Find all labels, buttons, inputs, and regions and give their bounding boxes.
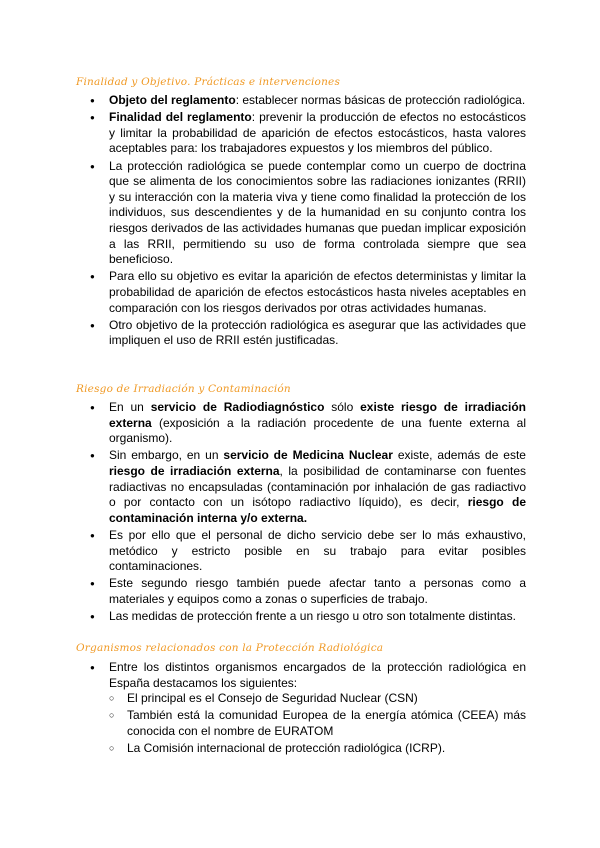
section-heading-riesgo: Riesgo de Irradiación y Contaminación [76, 383, 291, 395]
text-segment: existe, además de este [392, 448, 526, 463]
text-segment: : establecer normas básicas de protección radiológica. [235, 93, 526, 107]
text-segment: Para ello su objetivo es evitar la aparición de efectos deterministas y limitar la probabilidad de aparición de efectos estocásticos hasta niveles aceptables en comparación con los riesgos derivados por otras actividades humanas. [109, 269, 526, 315]
list-item-text [109, 660, 526, 690]
list-item [90, 269, 526, 316]
section-heading-organismos: Organismos relacionados con la Protección Radiológica [76, 642, 384, 654]
bold-text: servicio de Medicina Nuclear [223, 448, 393, 463]
list-item [90, 93, 526, 109]
list-item [90, 318, 526, 349]
list-item [90, 528, 526, 575]
bold-text: Objeto del reglamento [109, 93, 236, 107]
text-segment: sólo [324, 400, 361, 414]
text-segment: Es por ello que el personal de dicho servicio debe ser lo más exhaustivo, metódico y estricto posible en su trabajo para evitar posibles contaminaciones. [109, 527, 526, 574]
bold-text: servicio de Radiodiagnóstico [150, 400, 325, 414]
text-segment: La protección radiológica se puede contemplar como un cuerpo de doctrina que se alimenta de los conocimientos sobre las radiaciones ionizantes (RRII) y su interacción con la materia viva y tiene como finalidad la protección de los individuos, sus descendientes y de la humanidad en su conjunto contra los riesgos derivados de las actividades humanas que puedan implicar exposición a las RRII, permitiendo su uso de forma controlada siempre que sea beneficioso. [109, 158, 526, 267]
text-segment: Las medidas de protección frente a un riesgo u otro son totalmente distintas. [109, 609, 516, 624]
sub-list-item: ○ El principal es el Consejo de Seguridad Nuclear (CSN) [109, 691, 526, 707]
list-item [90, 576, 526, 607]
section-list-finalidad [90, 93, 526, 350]
list-item [90, 448, 526, 526]
text-segment: Otro objetivo de la protección radiológica es asegurar que las actividades que impliquen el uso de RRII estén justificadas. [109, 317, 526, 348]
text-segment: Sin embargo, en un [109, 448, 224, 463]
section-list-organismos [90, 660, 526, 758]
bold-text: riesgo de irradiación externa [109, 463, 280, 478]
list-item [90, 159, 526, 268]
list-item [90, 660, 526, 757]
text-segment: En un [109, 400, 151, 414]
bold-text: Finalidad del reglamento [109, 110, 252, 125]
text-segment: , la posibilidad de contaminarse con fuentes radiactivas no encapsuladas (contaminación por inhalación de gas radiactivo o por contacto con un isótopo radiactivo líquido), es decir, [109, 463, 526, 510]
text-segment: Este segundo riesgo también puede afectar tanto a personas como a materiales y equipos como a zonas o superficies de trabajo. [109, 576, 526, 606]
list-item [90, 609, 526, 625]
list-item [90, 110, 526, 157]
bold-text: existe riesgo de irradiación externa [109, 400, 526, 430]
section-heading-finalidad: Finalidad y Objetivo. Prácticas e intervenciones [76, 76, 341, 88]
sub-list-item: ○ También está la comunidad Europea de la energía atómica (CEEA) más conocida con el nombre de EURATOM [109, 708, 526, 739]
sub-list-item: ○ La Comisión internacional de protección radiológica (ICRP). [109, 741, 526, 757]
text-segment: Entre los distintos organismos encargados de la protección radiológica en España destacamos los siguientes: [109, 660, 526, 690]
text-segment: : prevenir la producción de efectos no estocásticos y limitar la probabilidad de aparición de efectos estocásticos, hasta valores aceptables para: los trabajadores expuestos y los miembros del público. [109, 110, 527, 156]
text-segment: (exposición a la radiación procedente de una fuente externa al organismo). [109, 415, 526, 446]
section-list-riesgo [90, 400, 526, 626]
bold-text: riesgo de contaminación interna y/o externa. [109, 495, 527, 525]
sub-list [109, 691, 526, 757]
list-item [90, 400, 526, 447]
